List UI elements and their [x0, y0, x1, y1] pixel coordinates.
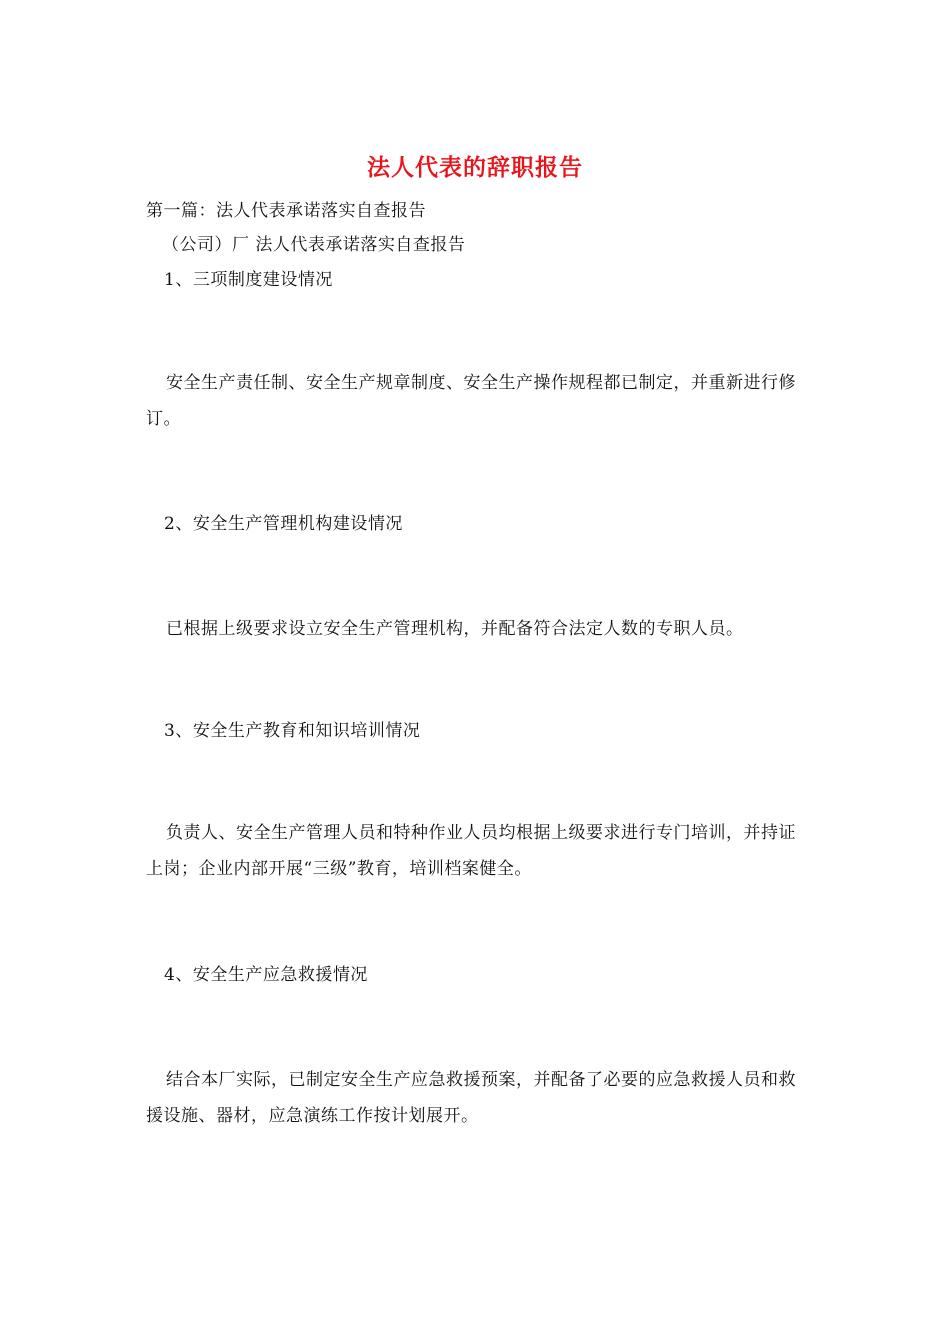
section-body-3: 负责人、安全生产管理人员和特种作业人员均根据上级要求进行专门培训，并持证上岗；企业内部开展“三级”教育，培训档案健全。: [146, 823, 796, 879]
section-heading-1: 1、三项制度建设情况: [164, 270, 333, 290]
chapter-heading: 第一篇：法人代表承诺落实自查报告: [146, 201, 426, 221]
section-heading-3: 3、安全生产教育和知识培训情况: [164, 721, 421, 741]
section-body-1: 安全生产责任制、安全生产规章制度、安全生产操作规程都已制定，并重新进行修订。: [146, 373, 796, 429]
section-body-4: 结合本厂实际，已制定安全生产应急救援预案，并配备了必要的应急救援人员和救援设施、器材，应急演练工作按计划展开。: [146, 1070, 796, 1126]
document-title: 法人代表的辞职报告: [367, 154, 583, 181]
subheading: （公司）厂 法人代表承诺落实自查报告: [162, 235, 466, 255]
section-heading-4: 4、安全生产应急救援情况: [164, 965, 368, 985]
section-body-2: 已根据上级要求设立安全生产管理机构，并配备符合法定人数的专职人员。: [166, 619, 744, 639]
section-heading-2: 2、安全生产管理机构建设情况: [164, 514, 403, 534]
